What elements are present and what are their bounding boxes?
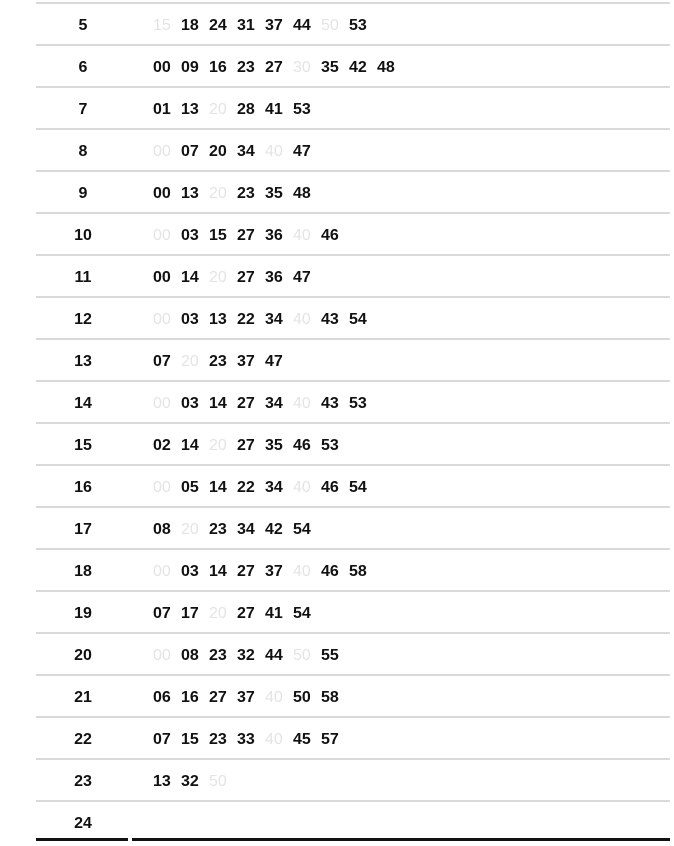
- timetable-row: [36, 760, 670, 802]
- minute: 23: [209, 521, 227, 538]
- hour-label: 17: [74, 521, 92, 538]
- minute: 31: [237, 17, 255, 34]
- hour-label: 9: [78, 185, 88, 202]
- minute-faded: 30: [293, 59, 311, 76]
- timetable: [36, 0, 670, 844]
- minute: 27: [237, 227, 255, 244]
- minute: 47: [293, 143, 311, 160]
- minute: 54: [293, 521, 311, 538]
- minute: 27: [237, 605, 255, 622]
- minute: 00: [153, 59, 171, 76]
- minute-list: [153, 298, 377, 338]
- minute: 50: [293, 689, 311, 706]
- minute: 08: [181, 647, 199, 664]
- minute-faded: 00: [153, 479, 171, 496]
- minute: 32: [181, 773, 199, 790]
- timetable-row: [36, 466, 670, 508]
- minute: 54: [349, 311, 367, 328]
- minute: 48: [293, 185, 311, 202]
- hour-label: 16: [74, 479, 92, 496]
- minute-list: [153, 592, 321, 632]
- minute: 44: [265, 647, 283, 664]
- minute-faded: 40: [265, 731, 283, 748]
- minute: 58: [349, 563, 367, 580]
- minute-list: [153, 256, 321, 296]
- timetable-row: [36, 676, 670, 718]
- minute: 03: [181, 311, 199, 328]
- hour-label: 24: [74, 815, 92, 832]
- minute: 14: [181, 269, 199, 286]
- minute: 13: [153, 773, 171, 790]
- minute: 46: [321, 563, 339, 580]
- minute: 23: [237, 185, 255, 202]
- minute: 53: [293, 101, 311, 118]
- minute-list: [153, 46, 405, 86]
- timetable-row: [36, 256, 670, 298]
- minute: 13: [181, 101, 199, 118]
- minute: 41: [265, 605, 283, 622]
- hour-label: 22: [74, 731, 92, 748]
- minute-list: [153, 550, 377, 590]
- minute: 15: [209, 227, 227, 244]
- minute: 37: [237, 353, 255, 370]
- minute-list: [153, 4, 377, 44]
- minute-list: [153, 760, 237, 800]
- minute: 34: [237, 143, 255, 160]
- hour-label: 12: [74, 311, 92, 328]
- minute-faded: 50: [321, 17, 339, 34]
- minute-list: [153, 382, 377, 422]
- minute: 28: [237, 101, 255, 118]
- minute: 46: [321, 479, 339, 496]
- minute-faded: 00: [153, 563, 171, 580]
- minute: 34: [265, 395, 283, 412]
- minute: 35: [265, 185, 283, 202]
- minute-list: [153, 214, 349, 254]
- minute: 18: [181, 17, 199, 34]
- timetable-row: [36, 298, 670, 340]
- minute: 03: [181, 395, 199, 412]
- minute-list: [153, 340, 293, 380]
- hour-label: 8: [78, 143, 88, 160]
- timetable-row: [36, 130, 670, 172]
- timetable-row: [36, 634, 670, 676]
- minute: 47: [293, 269, 311, 286]
- minute-list: [153, 88, 321, 128]
- minute-faded: 00: [153, 143, 171, 160]
- minute: 27: [237, 563, 255, 580]
- minute: 05: [181, 479, 199, 496]
- minute: 47: [265, 353, 283, 370]
- minute-list: [153, 676, 349, 716]
- minute-faded: 20: [209, 185, 227, 202]
- minute: 17: [181, 605, 199, 622]
- minute: 02: [153, 437, 171, 454]
- hour-label: 19: [74, 605, 92, 622]
- minute: 46: [321, 227, 339, 244]
- minute: 07: [153, 353, 171, 370]
- minute: 07: [153, 731, 171, 748]
- timetable-row: [36, 592, 670, 634]
- hour-label: 10: [74, 227, 92, 244]
- minute-faded: 40: [265, 689, 283, 706]
- timetable-row: [36, 172, 670, 214]
- minute-faded: 40: [293, 479, 311, 496]
- minute-faded: 00: [153, 311, 171, 328]
- minute-faded: 40: [293, 311, 311, 328]
- minute: 34: [265, 311, 283, 328]
- minute: 13: [209, 311, 227, 328]
- timetable-row: [36, 550, 670, 592]
- timetable-row: [36, 424, 670, 466]
- hour-label: 11: [74, 269, 92, 286]
- minute: 20: [209, 143, 227, 160]
- minute: 35: [321, 59, 339, 76]
- minute: 22: [237, 311, 255, 328]
- minute: 55: [321, 647, 339, 664]
- timetable-row: [36, 88, 670, 130]
- hour-label: 6: [78, 59, 88, 76]
- minute: 01: [153, 101, 171, 118]
- minute: 14: [181, 437, 199, 454]
- hour-label: 13: [74, 353, 92, 370]
- timetable-row: [36, 382, 670, 424]
- minute: 48: [377, 59, 395, 76]
- hour-label: 7: [78, 101, 88, 118]
- minute-faded: 20: [209, 437, 227, 454]
- minute: 43: [321, 311, 339, 328]
- minute-faded: 20: [209, 101, 227, 118]
- timetable-row: [36, 214, 670, 256]
- minute: 15: [181, 731, 199, 748]
- minute: 36: [265, 227, 283, 244]
- bottom-divider: [36, 838, 670, 841]
- minute: 42: [265, 521, 283, 538]
- hour-label: 20: [74, 647, 92, 664]
- minute: 27: [237, 437, 255, 454]
- minute: 14: [209, 563, 227, 580]
- minute-faded: 20: [209, 269, 227, 286]
- minute-list: [153, 718, 349, 758]
- timetable-row: [36, 718, 670, 760]
- minute: 08: [153, 521, 171, 538]
- timetable-row: [36, 340, 670, 382]
- minute-faded: 00: [153, 647, 171, 664]
- minute: 27: [237, 395, 255, 412]
- minute: 16: [181, 689, 199, 706]
- minute: 27: [237, 269, 255, 286]
- minute-faded: 20: [181, 353, 199, 370]
- minute: 07: [181, 143, 199, 160]
- minute-list: [153, 508, 321, 548]
- minute: 03: [181, 227, 199, 244]
- minute: 23: [209, 647, 227, 664]
- minute: 06: [153, 689, 171, 706]
- hour-label: 18: [74, 563, 92, 580]
- minute: 34: [237, 521, 255, 538]
- minute: 57: [321, 731, 339, 748]
- minute-faded: 40: [293, 227, 311, 244]
- minute-list: [153, 634, 349, 674]
- minute-list: [153, 130, 321, 170]
- minute-faded: 00: [153, 395, 171, 412]
- minute-faded: 20: [181, 521, 199, 538]
- minute: 42: [349, 59, 367, 76]
- hour-label: 5: [78, 17, 88, 34]
- hour-label: 23: [74, 773, 92, 790]
- minute: 53: [349, 395, 367, 412]
- minute: 00: [153, 185, 171, 202]
- minute: 37: [265, 17, 283, 34]
- minute: 53: [349, 17, 367, 34]
- minute-faded: 00: [153, 227, 171, 244]
- minute: 45: [293, 731, 311, 748]
- timetable-row: [36, 508, 670, 550]
- minute-faded: 40: [265, 143, 283, 160]
- minute-faded: 50: [293, 647, 311, 664]
- hour-label: 21: [74, 689, 92, 706]
- minute: 33: [237, 731, 255, 748]
- minute-faded: 40: [293, 563, 311, 580]
- minute: 27: [209, 689, 227, 706]
- minute: 00: [153, 269, 171, 286]
- timetable-row: [36, 46, 670, 88]
- minute: 37: [237, 689, 255, 706]
- minute: 09: [181, 59, 199, 76]
- minute: 23: [237, 59, 255, 76]
- minute: 35: [265, 437, 283, 454]
- minute: 53: [321, 437, 339, 454]
- minute: 32: [237, 647, 255, 664]
- timetable-row: [36, 4, 670, 46]
- minute-faded: 20: [209, 605, 227, 622]
- minute: 14: [209, 395, 227, 412]
- timetable-rows: [36, 4, 670, 844]
- minute: 41: [265, 101, 283, 118]
- hour-label: 15: [74, 437, 92, 454]
- minute-list: [153, 424, 349, 464]
- minute: 27: [265, 59, 283, 76]
- minute-faded: 15: [153, 17, 171, 34]
- minute: 44: [293, 17, 311, 34]
- minute: 23: [209, 731, 227, 748]
- minute: 36: [265, 269, 283, 286]
- minute-list: [153, 466, 377, 506]
- bottom-divider-gap: [128, 838, 132, 841]
- minute: 37: [265, 563, 283, 580]
- minute-list: [153, 172, 321, 212]
- hour-label: 14: [74, 395, 92, 412]
- minute: 16: [209, 59, 227, 76]
- minute: 43: [321, 395, 339, 412]
- minute: 03: [181, 563, 199, 580]
- minute: 34: [265, 479, 283, 496]
- minute: 54: [349, 479, 367, 496]
- minute: 22: [237, 479, 255, 496]
- minute: 07: [153, 605, 171, 622]
- minute: 54: [293, 605, 311, 622]
- minute: 23: [209, 353, 227, 370]
- minute: 58: [321, 689, 339, 706]
- minute-faded: 50: [209, 773, 227, 790]
- minute: 24: [209, 17, 227, 34]
- minute: 13: [181, 185, 199, 202]
- minute: 14: [209, 479, 227, 496]
- minute: 46: [293, 437, 311, 454]
- minute-faded: 40: [293, 395, 311, 412]
